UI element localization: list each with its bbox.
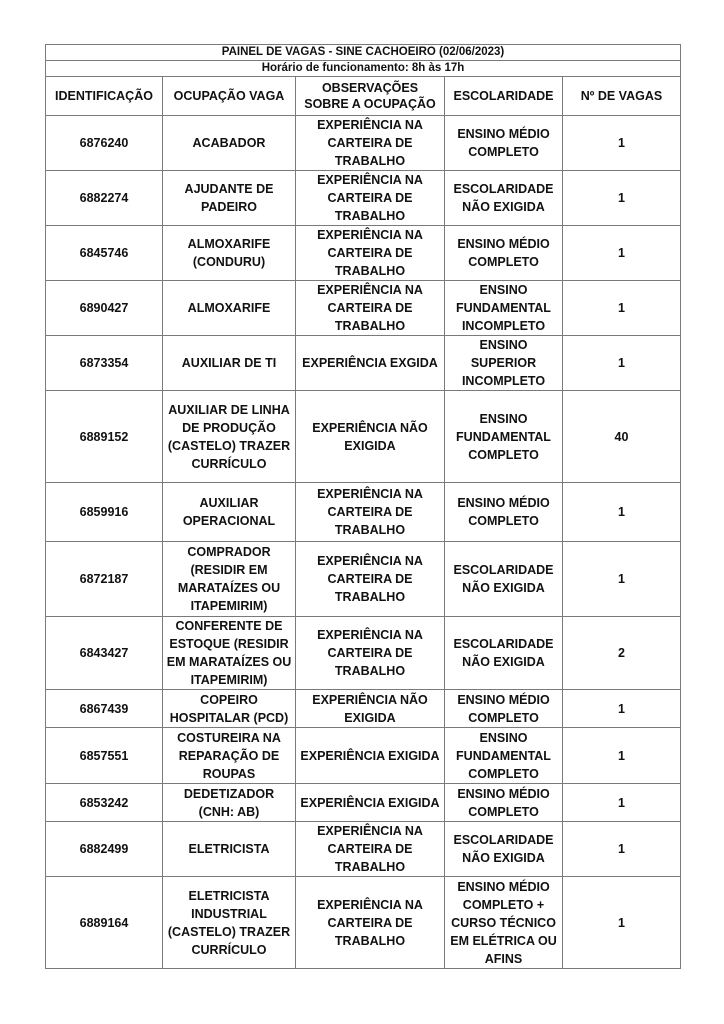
title-row — [46, 45, 681, 61]
cell-vagas: 40 — [563, 391, 681, 483]
cell-observacoes: EXPERIÊNCIA NA CARTEIRA DE TRABALHO — [296, 483, 445, 542]
table-row — [46, 226, 681, 281]
cell-id: 6882274 — [46, 171, 163, 226]
table-row — [46, 690, 681, 728]
cell-vagas: 1 — [563, 822, 681, 877]
cell-id: 6843427 — [46, 617, 163, 690]
table-row — [46, 617, 681, 690]
cell-observacoes: EXPERIÊNCIA NA CARTEIRA DE TRABALHO — [296, 877, 445, 969]
cell-escolaridade: ENSINO FUNDAMENTAL INCOMPLETO — [445, 281, 563, 336]
cell-id: 6889152 — [46, 391, 163, 483]
cell-observacoes: EXPERIÊNCIA NA CARTEIRA DE TRABALHO — [296, 822, 445, 877]
cell-escolaridade: ESCOLARIDADE NÃO EXIGIDA — [445, 542, 563, 617]
cell-observacoes: EXPERIÊNCIA NA CARTEIRA DE TRABALHO — [296, 226, 445, 281]
cell-id: 6867439 — [46, 690, 163, 728]
cell-escolaridade: ESCOLARIDADE NÃO EXIGIDA — [445, 171, 563, 226]
cell-escolaridade: ENSINO MÉDIO COMPLETO — [445, 116, 563, 171]
cell-observacoes: EXPERIÊNCIA EXIGIDA — [296, 784, 445, 822]
table-row — [46, 281, 681, 336]
column-header-vagas: Nº DE VAGAS — [563, 77, 681, 116]
cell-ocupacao: COSTUREIRA NA REPARAÇÃO DE ROUPAS — [163, 728, 296, 784]
cell-vagas: 1 — [563, 336, 681, 391]
cell-vagas: 2 — [563, 617, 681, 690]
cell-vagas: 1 — [563, 483, 681, 542]
job-board-sheet — [45, 44, 680, 969]
table-row — [46, 822, 681, 877]
cell-id: 6857551 — [46, 728, 163, 784]
cell-vagas: 1 — [563, 690, 681, 728]
cell-escolaridade: ESCOLARIDADE NÃO EXIGIDA — [445, 822, 563, 877]
cell-ocupacao: AJUDANTE DE PADEIRO — [163, 171, 296, 226]
cell-escolaridade: ENSINO MÉDIO COMPLETO — [445, 784, 563, 822]
table-row — [46, 728, 681, 784]
cell-ocupacao: ACABADOR — [163, 116, 296, 171]
cell-vagas: 1 — [563, 728, 681, 784]
table-row — [46, 483, 681, 542]
cell-vagas: 1 — [563, 784, 681, 822]
cell-observacoes: EXPERIÊNCIA NA CARTEIRA DE TRABALHO — [296, 281, 445, 336]
cell-observacoes: EXPERIÊNCIA EXGIDA — [296, 336, 445, 391]
job-vacancies-table — [45, 44, 681, 969]
cell-id: 6872187 — [46, 542, 163, 617]
cell-ocupacao: AUXILIAR OPERACIONAL — [163, 483, 296, 542]
table-row — [46, 171, 681, 226]
column-header-observacoes: OBSERVAÇÕES SOBRE A OCUPAÇÃO — [296, 77, 445, 116]
column-header-row — [46, 77, 681, 116]
cell-escolaridade: ESCOLARIDADE NÃO EXIGIDA — [445, 617, 563, 690]
column-header-escolaridade: ESCOLARIDADE — [445, 77, 563, 116]
cell-id: 6845746 — [46, 226, 163, 281]
cell-escolaridade: ENSINO MÉDIO COMPLETO + CURSO TÉCNICO EM ELÉTRICA OU AFINS — [445, 877, 563, 969]
cell-ocupacao: ELETRICISTA INDUSTRIAL (CASTELO) TRAZER CURRÍCULO — [163, 877, 296, 969]
cell-escolaridade: ENSINO MÉDIO COMPLETO — [445, 483, 563, 542]
cell-observacoes: EXPERIÊNCIA NA CARTEIRA DE TRABALHO — [296, 116, 445, 171]
table-row — [46, 784, 681, 822]
cell-id: 6882499 — [46, 822, 163, 877]
hours-row — [46, 61, 681, 77]
cell-vagas: 1 — [563, 226, 681, 281]
table-row — [46, 116, 681, 171]
cell-vagas: 1 — [563, 877, 681, 969]
cell-escolaridade: ENSINO FUNDAMENTAL COMPLETO — [445, 391, 563, 483]
cell-observacoes: EXPERIÊNCIA NA CARTEIRA DE TRABALHO — [296, 171, 445, 226]
cell-ocupacao: ALMOXARIFE (CONDURU) — [163, 226, 296, 281]
column-header-ocupacao: OCUPAÇÃO VAGA — [163, 77, 296, 116]
cell-escolaridade: ENSINO MÉDIO COMPLETO — [445, 690, 563, 728]
cell-id: 6853242 — [46, 784, 163, 822]
cell-ocupacao: ALMOXARIFE — [163, 281, 296, 336]
opening-hours: Horário de funcionamento: 8h às 17h — [46, 61, 681, 77]
table-row — [46, 336, 681, 391]
cell-observacoes: EXPERIÊNCIA NÃO EXIGIDA — [296, 391, 445, 483]
cell-id: 6873354 — [46, 336, 163, 391]
cell-ocupacao: AUXILIAR DE TI — [163, 336, 296, 391]
cell-ocupacao: DEDETIZADOR (CNH: AB) — [163, 784, 296, 822]
cell-id: 6890427 — [46, 281, 163, 336]
cell-ocupacao: CONFERENTE DE ESTOQUE (RESIDIR EM MARATAÍZES OU ITAPEMIRIM) — [163, 617, 296, 690]
table-row — [46, 877, 681, 969]
cell-vagas: 1 — [563, 281, 681, 336]
cell-observacoes: EXPERIÊNCIA NÃO EXIGIDA — [296, 690, 445, 728]
cell-ocupacao: AUXILIAR DE LINHA DE PRODUÇÃO (CASTELO) TRAZER CURRÍCULO — [163, 391, 296, 483]
cell-observacoes: EXPERIÊNCIA NA CARTEIRA DE TRABALHO — [296, 617, 445, 690]
cell-ocupacao: COMPRADOR (RESIDIR EM MARATAÍZES OU ITAPEMIRIM) — [163, 542, 296, 617]
cell-escolaridade: ENSINO FUNDAMENTAL COMPLETO — [445, 728, 563, 784]
column-header-identificacao: IDENTIFICAÇÃO — [46, 77, 163, 116]
table-row — [46, 391, 681, 483]
cell-id: 6876240 — [46, 116, 163, 171]
cell-id: 6889164 — [46, 877, 163, 969]
cell-vagas: 1 — [563, 116, 681, 171]
cell-vagas: 1 — [563, 542, 681, 617]
cell-vagas: 1 — [563, 171, 681, 226]
cell-escolaridade: ENSINO SUPERIOR INCOMPLETO — [445, 336, 563, 391]
cell-escolaridade: ENSINO MÉDIO COMPLETO — [445, 226, 563, 281]
cell-observacoes: EXPERIÊNCIA EXIGIDA — [296, 728, 445, 784]
page-title: PAINEL DE VAGAS - SINE CACHOEIRO (02/06/2023) — [46, 45, 681, 61]
cell-id: 6859916 — [46, 483, 163, 542]
cell-ocupacao: ELETRICISTA — [163, 822, 296, 877]
cell-observacoes: EXPERIÊNCIA NA CARTEIRA DE TRABALHO — [296, 542, 445, 617]
cell-ocupacao: COPEIRO HOSPITALAR (PCD) — [163, 690, 296, 728]
table-row — [46, 542, 681, 617]
